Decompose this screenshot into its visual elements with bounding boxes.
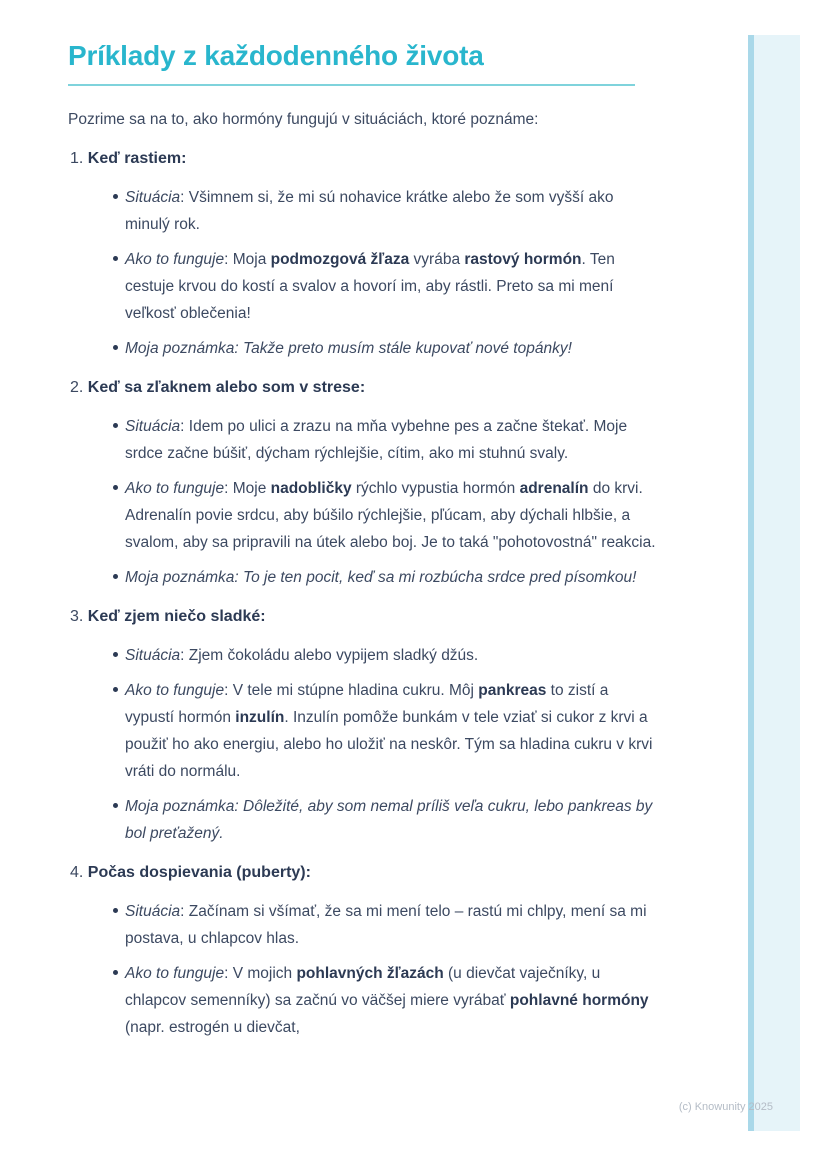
section-heading <box>68 859 660 886</box>
text-segment: pankreas <box>478 682 547 699</box>
bullet-list <box>68 642 660 847</box>
text-segment: adrenalín <box>519 480 589 497</box>
section-number: 1. <box>70 150 88 167</box>
text-segment: : Idem po ulici a zrazu na mňa vybehne pes a začne štekať. Moje srdce začne búšiť, dýcham rýchlejšie, cítim, ako mi stuhnú svaly. <box>125 418 628 462</box>
text-segment: : Začínam si všímať, že sa mi mení telo – rastú mi chlpy, mení sa mi postava, u chlapcov hlas. <box>125 903 647 947</box>
text-segment: Situácia <box>125 903 181 920</box>
text-segment: Situácia <box>125 418 181 435</box>
text-segment: Moja poznámka: Dôležité, aby som nemal príliš veľa cukru, lebo pankreas by bol preťažený. <box>125 798 653 842</box>
page-content <box>68 40 660 1049</box>
list-item <box>68 960 660 1041</box>
bullet-list <box>68 898 660 1041</box>
bullet-icon <box>113 908 118 913</box>
text-segment: (u dievčat vaječníky, u chlapcov semenníky) sa začnú vo väčšej miere vyrábať <box>125 965 601 1009</box>
text-segment: Ako to funguje <box>125 682 225 699</box>
text-segment: to zistí a vypustí hormón <box>125 682 609 726</box>
section <box>68 374 660 591</box>
section <box>68 859 660 1041</box>
text-segment: : Moje <box>224 480 271 497</box>
section-title: Keď zjem niečo sladké: <box>87 608 266 625</box>
text-segment: . Ten cestuje krvou do kostí a svalov a hovorí im, aby rástli. Preto sa mi mení veľkosť oblečenia! <box>125 251 615 322</box>
list-item <box>68 898 660 952</box>
section-heading <box>68 145 660 172</box>
text-segment: rastový hormón <box>464 251 582 268</box>
text-segment: Ako to funguje <box>125 251 225 268</box>
bullet-icon <box>113 970 118 975</box>
bullet-text <box>125 793 660 847</box>
text-segment: pohlavné hormóny <box>509 992 649 1009</box>
text-segment: Ako to funguje <box>125 480 225 497</box>
bullet-icon <box>113 652 118 657</box>
text-segment: : V mojich <box>224 965 297 982</box>
list-item <box>68 677 660 785</box>
bullet-text <box>125 475 660 556</box>
text-segment: : V tele mi stúpne hladina cukru. Môj <box>224 682 479 699</box>
right-accent-bar <box>748 35 800 1131</box>
list-item <box>68 246 660 327</box>
text-segment: pohlavných žľazách <box>296 965 444 982</box>
section-title: Keď rastiem: <box>87 150 187 167</box>
bullet-icon <box>113 687 118 692</box>
list-item <box>68 475 660 556</box>
bullet-text <box>125 677 660 785</box>
text-segment: : Moja <box>224 251 271 268</box>
list-item <box>68 413 660 467</box>
bullet-icon <box>113 194 118 199</box>
text-segment: rýchlo vypustia hormón <box>351 480 520 497</box>
bullet-icon <box>113 803 118 808</box>
section <box>68 145 660 362</box>
intro-text: Pozrime sa na to, ako hormóny fungujú v situáciách, ktoré poznáme: <box>68 111 539 128</box>
list-item <box>68 184 660 238</box>
bullet-icon <box>113 423 118 428</box>
text-segment: (napr. estrogén u dievčat, <box>125 1019 300 1036</box>
list-item <box>68 642 660 669</box>
text-segment: : Všimnem si, že mi sú nohavice krátke alebo že som vyšší ako minulý rok. <box>125 189 614 233</box>
list-item <box>68 793 660 847</box>
bullet-text <box>125 184 660 238</box>
bullet-text <box>125 642 660 669</box>
bullet-text <box>125 564 660 591</box>
bullet-icon <box>113 485 118 490</box>
copyright-text: (c) Knowunity 2025 <box>678 1101 773 1113</box>
bullet-icon <box>113 345 118 350</box>
text-segment: Situácia <box>125 647 181 664</box>
bullet-text <box>125 413 660 467</box>
section-heading <box>68 603 660 630</box>
text-segment: : Zjem čokoládu alebo vypijem sladký džús. <box>180 647 479 664</box>
text-segment: nadobličky <box>270 480 352 497</box>
title-underline <box>68 84 635 86</box>
bullet-text <box>125 246 660 327</box>
text-segment: inzulín <box>235 709 285 726</box>
text-segment: Situácia <box>125 189 181 206</box>
section-number: 4. <box>70 864 88 881</box>
bullet-icon <box>113 256 118 261</box>
section-number: 2. <box>70 379 88 396</box>
text-segment: podmozgová žľaza <box>270 251 410 268</box>
bullet-list <box>68 413 660 591</box>
text-segment: do krvi. Adrenalín povie srdcu, aby búšilo rýchlejšie, pľúcam, aby dýchali hlbšie, a svalom, aby sa pripravili na útek alebo boj. Je to taká "pohotovostná" reakcia. <box>125 480 656 551</box>
section <box>68 603 660 847</box>
bullet-list <box>68 184 660 362</box>
section-title: Keď sa zľaknem alebo som v strese: <box>87 379 366 396</box>
bullet-icon <box>113 574 118 579</box>
sections <box>68 145 660 1041</box>
section-title: Počas dospievania (puberty): <box>87 864 311 881</box>
bullet-text <box>125 335 660 362</box>
text-segment: Ako to funguje <box>125 965 225 982</box>
bullet-text <box>125 960 660 1041</box>
text-segment: Moja poznámka: To je ten pocit, keď sa mi rozbúcha srdce pred písomkou! <box>125 569 637 586</box>
bullet-text <box>125 898 660 952</box>
section-heading <box>68 374 660 401</box>
list-item <box>68 335 660 362</box>
page-title: Príklady z každodenného života <box>68 40 484 71</box>
text-segment: Moja poznámka: Takže preto musím stále kupovať nové topánky! <box>125 340 572 357</box>
text-segment: vyrába <box>409 251 465 268</box>
section-number: 3. <box>70 608 88 625</box>
text-segment: . Inzulín pomôže bunkám v tele vziať si cukor z krvi a použiť ho ako energiu, alebo ho uložiť na neskôr. Tým sa hladina cukru v krvi vráti do normálu. <box>125 709 653 780</box>
list-item <box>68 564 660 591</box>
